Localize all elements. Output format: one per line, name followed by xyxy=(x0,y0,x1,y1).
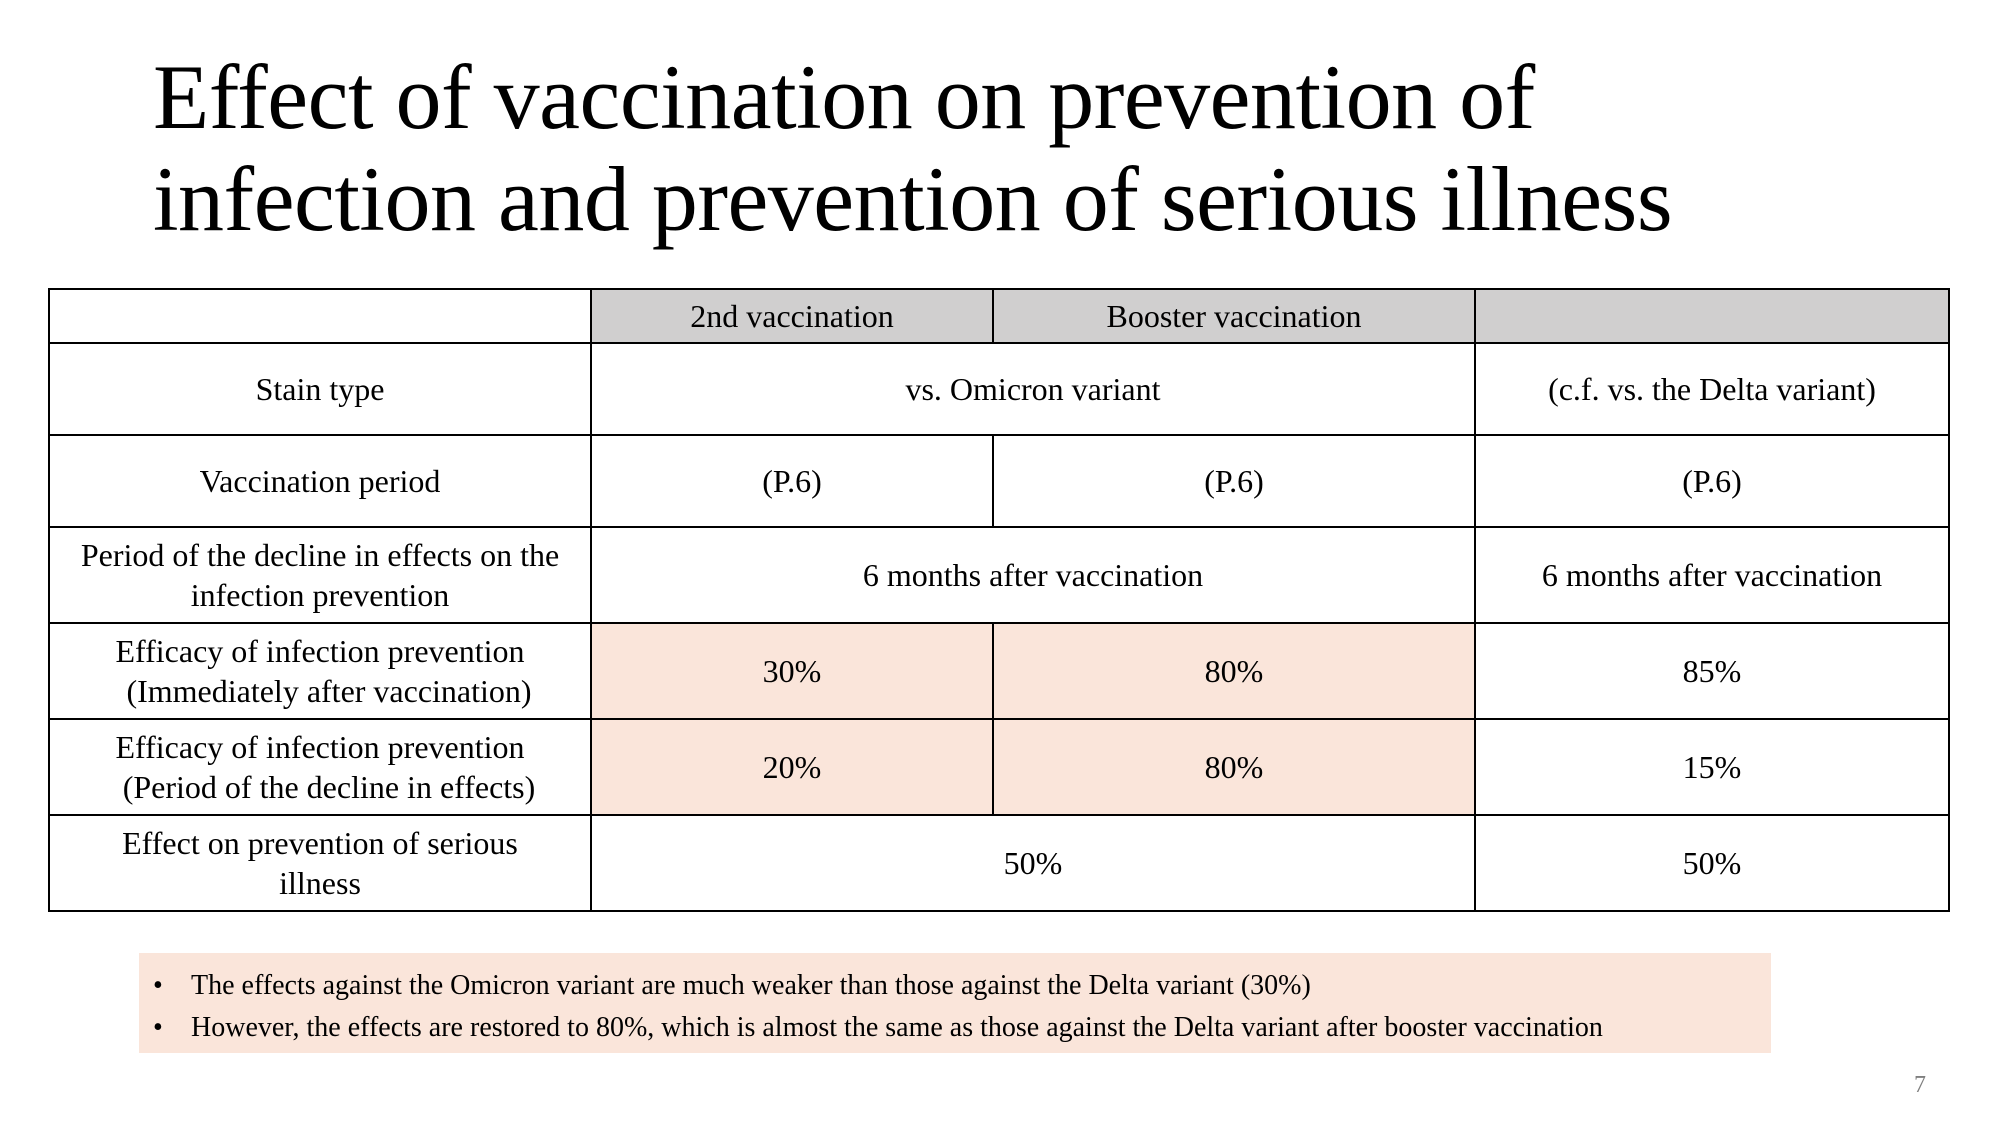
cell-period-2nd: (P.6) xyxy=(591,435,993,527)
cell-efficacy-immediate-2nd: 30% xyxy=(591,623,993,719)
table-row-decline-period xyxy=(49,527,1949,623)
summary-bullet-list xyxy=(139,953,1771,1049)
summary-note-box xyxy=(139,953,1771,1053)
slide-title xyxy=(153,46,1913,250)
row-label-stain-type xyxy=(49,343,591,435)
slide-title-line-1: Effect of vaccination on prevention of xyxy=(153,46,1535,148)
cell-period-delta: (P.6) xyxy=(1475,435,1949,527)
row-label-text: Vaccination period xyxy=(199,463,441,499)
cell-decline-omicron: 6 months after vaccination xyxy=(591,527,1475,623)
row-label-efficacy-immediate xyxy=(49,623,591,719)
list-item xyxy=(153,1007,1771,1049)
row-label-line-2: (Immediately after vaccination) xyxy=(126,673,532,709)
table-row-efficacy-immediate xyxy=(49,623,1949,719)
cell-omicron-variant: vs. Omicron variant xyxy=(591,343,1475,435)
header-cell-delta-column xyxy=(1475,289,1949,343)
cell-period-booster: (P.6) xyxy=(993,435,1475,527)
table-header-row xyxy=(49,289,1949,343)
cell-decline-delta: 6 months after vaccination xyxy=(1475,527,1949,623)
cell-efficacy-decline-booster: 80% xyxy=(993,719,1475,815)
header-cell-2nd-vaccination: 2nd vaccination xyxy=(591,289,993,343)
row-label-line-1: Effect on prevention of serious xyxy=(122,825,518,861)
table-row-stain-type xyxy=(49,343,1949,435)
row-label-serious-illness xyxy=(49,815,591,911)
row-label-efficacy-decline xyxy=(49,719,591,815)
cell-efficacy-decline-delta: 15% xyxy=(1475,719,1949,815)
slide-title-line-2: infection and prevention of serious illness xyxy=(153,148,1673,250)
note-text: However, the effects are restored to 80%, which is almost the same as those against the Delta variant after booster vaccination xyxy=(191,1012,1603,1043)
cell-efficacy-immediate-booster: 80% xyxy=(993,623,1475,719)
row-label-text: Stain type xyxy=(255,371,385,407)
row-label-line-1: Efficacy of infection prevention xyxy=(115,633,525,669)
row-label-line-1: Efficacy of infection prevention xyxy=(115,729,525,765)
table-row-vaccination-period xyxy=(49,435,1949,527)
table-row-serious-illness xyxy=(49,815,1949,911)
row-label-vaccination-period xyxy=(49,435,591,527)
page-number: 7 xyxy=(1914,1072,1926,1098)
vaccination-effect-table xyxy=(48,288,1950,912)
cell-serious-illness-omicron: 50% xyxy=(591,815,1475,911)
row-label-line-2: (Period of the decline in effects) xyxy=(122,769,536,805)
cell-delta-variant: (c.f. vs. the Delta variant) xyxy=(1475,343,1949,435)
row-label-decline-period xyxy=(49,527,591,623)
note-text: The effects against the Omicron variant are much weaker than those against the Delta variant (30%) xyxy=(191,970,1311,1001)
table-row-efficacy-decline xyxy=(49,719,1949,815)
bullet-icon: • xyxy=(153,970,163,1001)
header-cell-blank xyxy=(49,289,591,343)
row-label-line-2: infection prevention xyxy=(190,577,450,613)
cell-serious-illness-delta: 50% xyxy=(1475,815,1949,911)
row-label-line-2: illness xyxy=(279,865,361,901)
row-label-line-1: Period of the decline in effects on the xyxy=(80,537,560,573)
cell-efficacy-decline-2nd: 20% xyxy=(591,719,993,815)
cell-efficacy-immediate-delta: 85% xyxy=(1475,623,1949,719)
list-item xyxy=(153,965,1771,1007)
header-cell-booster-vaccination: Booster vaccination xyxy=(993,289,1475,343)
bullet-icon: • xyxy=(153,1012,163,1043)
